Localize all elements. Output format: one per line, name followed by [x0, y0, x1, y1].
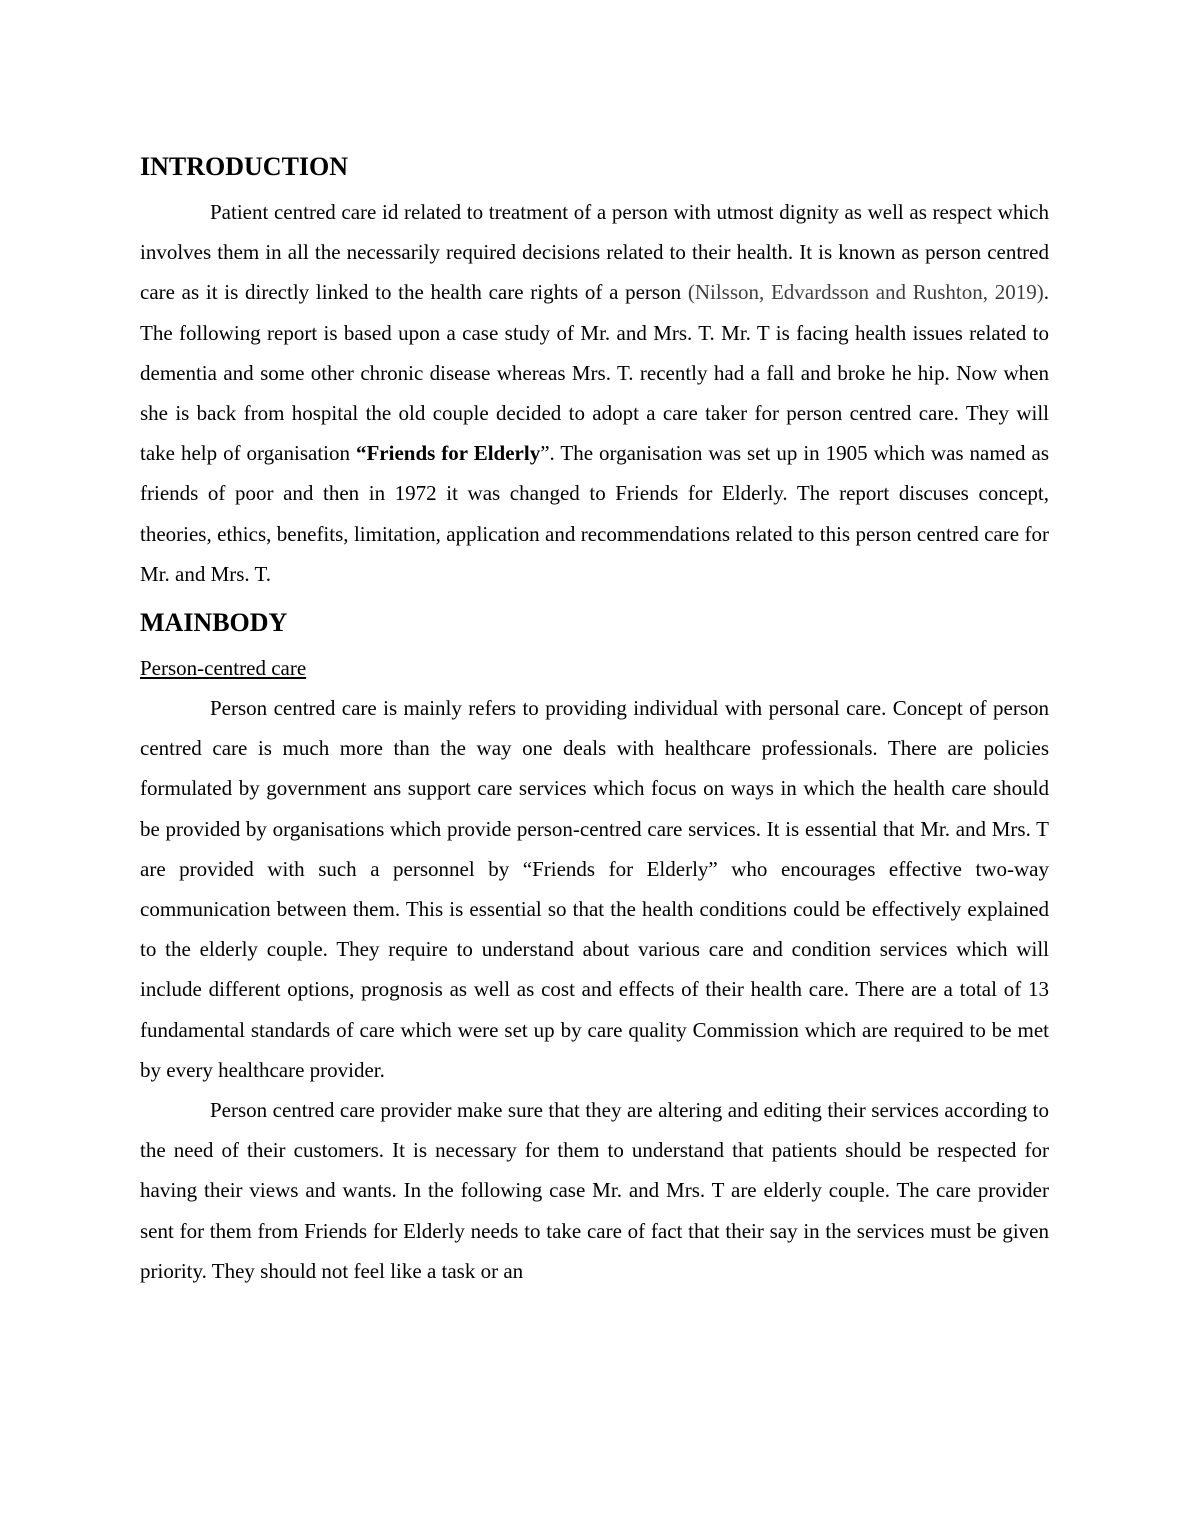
intro-text-part-1: Patient centred care id related to treatment of a person with utmost dignity as well as respect which involves them in all the necessarily required decisions related to their health. It is known as person centred care as it is directly linked to the health care rights of a person: [140, 200, 1049, 305]
intro-text-part-2: . The following report is based upon a case study of Mr. and Mrs. T. Mr. T is facing health issues related to dementia and some other chronic disease whereas Mrs. T. recently had a fall and broke he hip. Now when she is back from hospital the old couple decided to adopt a care taker for person centred care. They will take help of organisation: [140, 280, 1049, 466]
person-centred-care-subheading: Person-centred care: [140, 656, 307, 681]
document-page: [140, 148, 1049, 1291]
intro-citation: (Nilsson, Edvardsson and Rushton, 2019): [687, 280, 1044, 305]
introduction-heading: INTRODUCTION: [140, 152, 349, 181]
intro-organisation-name: “Friends for Elderly: [355, 441, 541, 466]
intro-text-part-3: ”. The organisation was set up in 1905 which was named as friends of poor and then in 1972 it was changed to Friends for Elderly. The report discuses concept, theories, ethics, benefits, limitation, application and recommendations related to this person centred care for Mr. and Mrs. T.: [140, 441, 1050, 586]
introduction-paragraph: [140, 192, 1049, 594]
mainbody-paragraph-1: Person centred care is mainly refers to providing individual with personal care. Concept of person centred care is much more than the way one deals with healthcare professionals. There are policies formulated by government ans support care services which focus on ways in which the health care should be provided by organisations which provide person-centred care services. It is essential that Mr. and Mrs. T are provided with such a personnel by “Friends for Elderly” who encourages effective two-way communication between them. This is essential so that the health conditions could be effectively explained to the elderly couple. They require to understand about various care and condition services which will include different options, prognosis as well as cost and effects of their health care. There are a total of 13 fundamental standards of care which were set up by care quality Commission which are required to be met by every healthcare provider.: [140, 696, 1049, 1082]
mainbody-paragraph-2: Person centred care provider make sure that they are altering and editing their services according to the need of their customers. It is necessary for them to understand that patients should be respected for having their views and wants. In the following case Mr. and Mrs. T are elderly couple. The care provider sent for them from Friends for Elderly needs to take care of fact that their say in the services must be given priority. They should not feel like a task or an: [140, 1098, 1049, 1283]
mainbody-heading: MAINBODY: [140, 608, 288, 638]
